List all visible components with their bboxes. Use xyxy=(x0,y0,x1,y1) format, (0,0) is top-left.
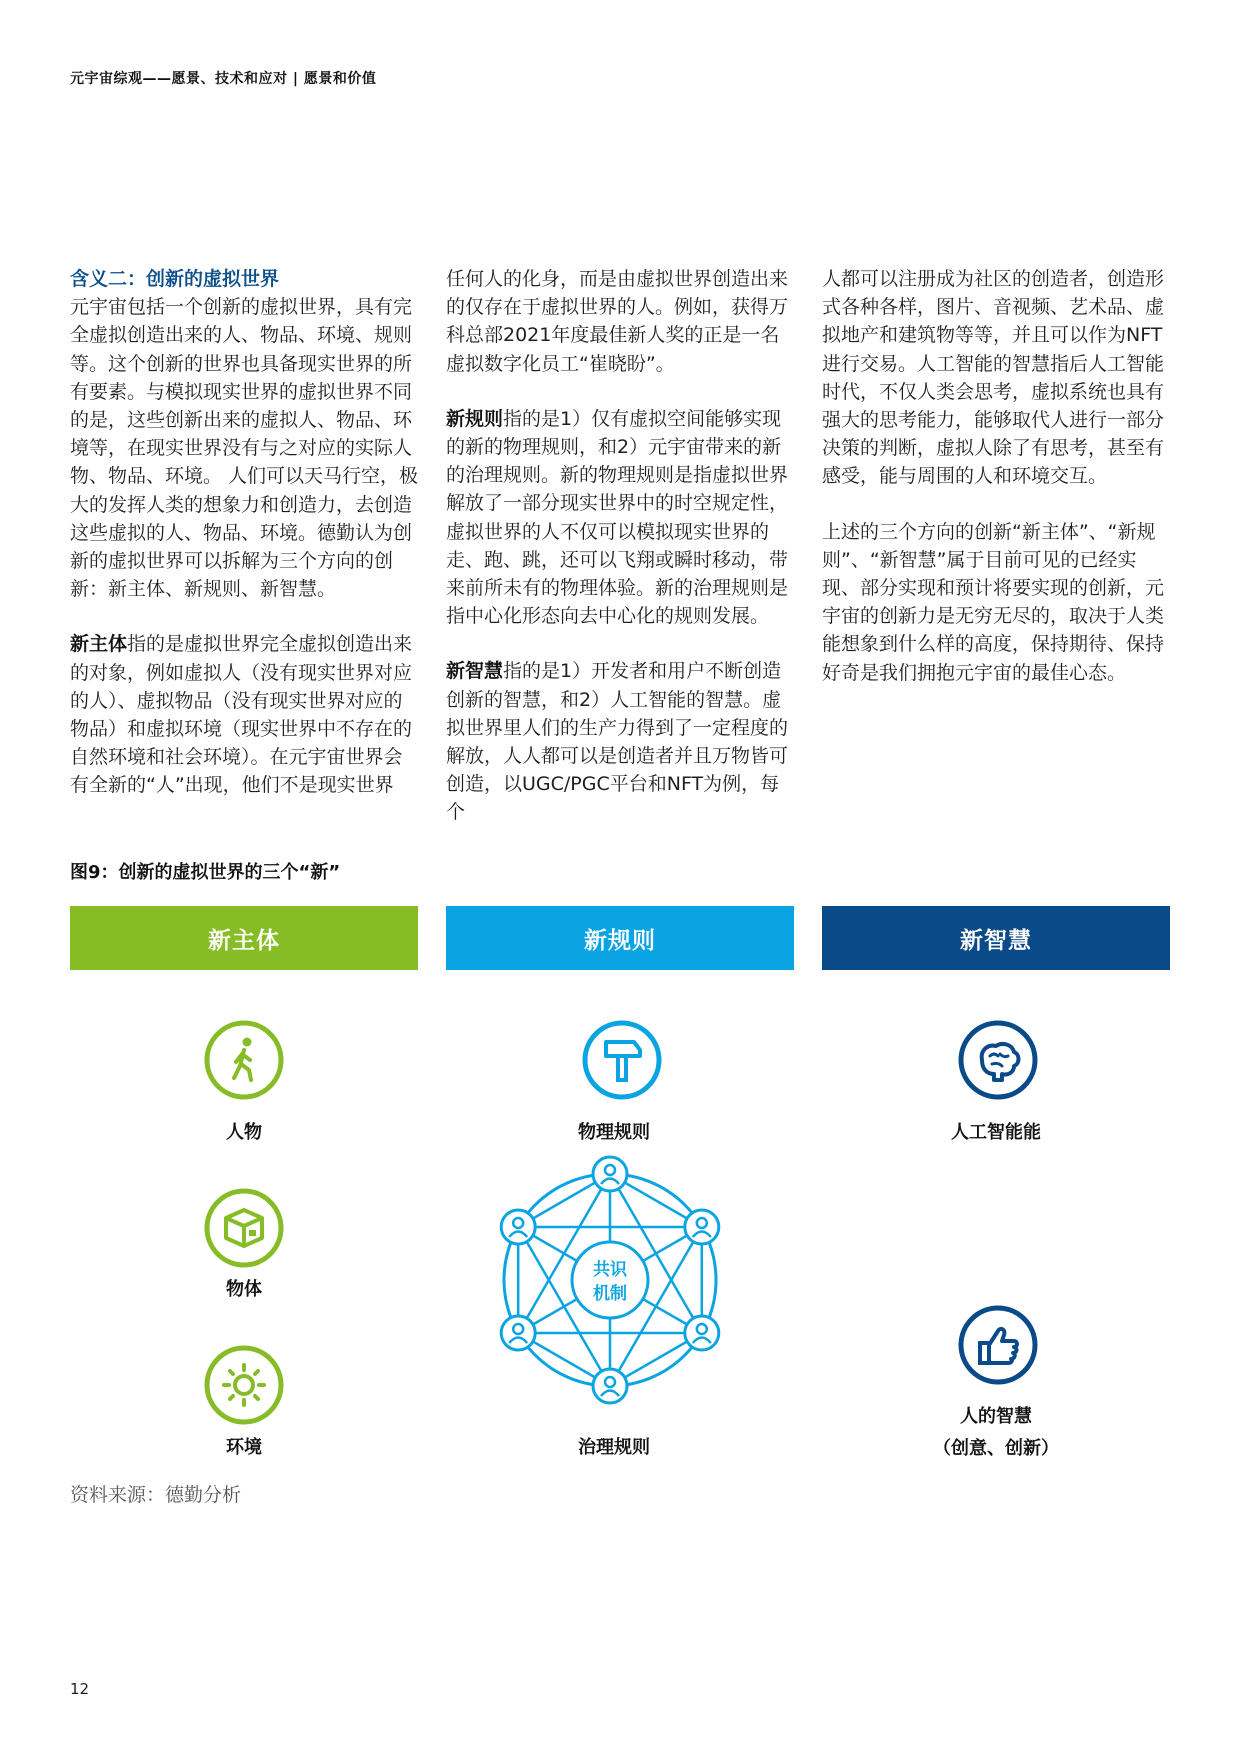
label-person: 人物 xyxy=(226,1122,262,1143)
term-new-subject: 新主体 xyxy=(70,633,128,656)
network-person-node-icon xyxy=(593,1369,627,1403)
network-person-node-icon xyxy=(685,1210,719,1244)
figure-title: 图9：创新的虚拟世界的三个“新” xyxy=(70,862,341,883)
box-icon xyxy=(204,1188,284,1268)
term-new-wisdom: 新智慧 xyxy=(446,660,504,683)
thumbs-up-icon xyxy=(958,1305,1038,1385)
source-note: 资料来源：德勤分析 xyxy=(70,1484,242,1506)
paragraph: 任何人的化身，而是由虚拟世界创造出来的仅存在于虚拟世界的人。例如，获得万科总部2021年度最佳新人奖的正是一名虚拟数字化员工“崔晓盼”。 xyxy=(446,268,789,375)
brain-icon xyxy=(958,1020,1038,1100)
running-header: 元宇宙综观——愿景、技术和应对 | 愿景和价值 xyxy=(70,71,377,87)
text-column-3 xyxy=(822,265,1172,714)
text-column-1 xyxy=(70,265,420,827)
paragraph: 元宇宙包括一个创新的虚拟世界，具有完全虚拟创造出来的人、物品、环境、规则等。这个创新的世界也具备现实世界的所有要素。与模拟现实世界的虚拟世界不同的是，这些创新出来的虚拟人、物品、环境等，在现实世界没有与之对应的实际人物、物品、环境。 人们可以天马行空，极大的发挥人类的想象力和创造力，去创造这些虚拟的人、物品、环境。德勤认为创新的虚拟世界可以拆解为三个方向的创新：新主体、新规则、新智慧。 xyxy=(70,296,419,601)
header-bar-new-subject: 新主体 xyxy=(70,906,418,970)
network-person-node-icon xyxy=(501,1210,535,1244)
paragraph: 指的是1）仅有虚拟空间能够实现的新的物理规则，和2）元宇宙带来的新的治理规则。新的物理规则是指虚拟世界解放了一部分现实世界中的时空规定性，虚拟世界的人不仅可以模拟现实世界的走、跑、跳，还可以飞翔或瞬时移动，带来前所未有的物理体验。新的治理规则是指中心化形态向去中心化的规则发展。 xyxy=(446,407,789,628)
walking-person-icon xyxy=(204,1020,284,1100)
header-bar-new-wisdom: 新智慧 xyxy=(822,906,1170,970)
paragraph: 人都可以注册成为社区的创造者，创造形式各种各样，图片、音视频、艺术品、虚拟地产和建筑物等等，并且可以作为NFT进行交易。人工智能的智慧指后人工智能时代，不仅人类会思考，虚拟系统也具有强大的思考能力，能够取代人进行一部分决策的判断，虚拟人除了有思考，甚至有感受，能与周围的人和环境交互。 xyxy=(822,268,1165,488)
network-person-node-icon xyxy=(501,1316,535,1350)
network-person-node-icon xyxy=(593,1157,627,1191)
network-center-label-2: 机制 xyxy=(593,1284,627,1304)
label-human-wisdom: 人的智慧 xyxy=(960,1406,1032,1427)
label-human-wisdom-sub: （创意、创新） xyxy=(933,1438,1059,1459)
paragraph: 指的是1）开发者和用户不断创造创新的智慧，和2）人工智能的智慧。虚拟世界里人们的生产力得到了一定程度的解放，人人都可以是创造者并且万物皆可创造，以UGC/PGC平台和NFT为例，每个 xyxy=(446,660,789,824)
paragraph: 上述的三个方向的创新“新主体”、“新规则”、“新智慧”属于目前可见的已经实现、部分实现和预计将要实现的创新，元宇宙的创新力是无穷无尽的，取决于人类能想象到什么样的高度，保持期待、保持好奇是我们拥抱元宇宙的最佳心态。 xyxy=(822,520,1165,684)
term-new-rules: 新规则 xyxy=(446,407,504,430)
hammer-icon xyxy=(582,1020,662,1100)
sun-icon xyxy=(204,1345,284,1425)
page-number: 12 xyxy=(70,1680,90,1698)
header-bar-new-rules: 新规则 xyxy=(446,906,794,970)
label-environment: 环境 xyxy=(226,1437,262,1458)
label-physical-rules: 物理规则 xyxy=(578,1122,650,1143)
consensus-network-diagram xyxy=(480,1150,740,1410)
network-center-label-1: 共识 xyxy=(593,1260,627,1280)
paragraph: 指的是虚拟世界完全虚拟创造出来的对象，例如虚拟人（没有现实世界对应的人）、虚拟物品（没有现实世界对应的物品）和虚拟环境（现实世界中不存在的自然环境和社会环境）。在元宇宙世界会有全新的“人”出现，他们不是现实世界 xyxy=(70,633,413,797)
text-column-2 xyxy=(446,265,796,854)
label-ai: 人工智能能 xyxy=(951,1122,1041,1143)
network-person-node-icon xyxy=(685,1316,719,1350)
section-title: 含义二：创新的虚拟世界 xyxy=(70,268,280,290)
label-object: 物体 xyxy=(226,1279,262,1300)
label-governance-rules: 治理规则 xyxy=(578,1437,650,1458)
